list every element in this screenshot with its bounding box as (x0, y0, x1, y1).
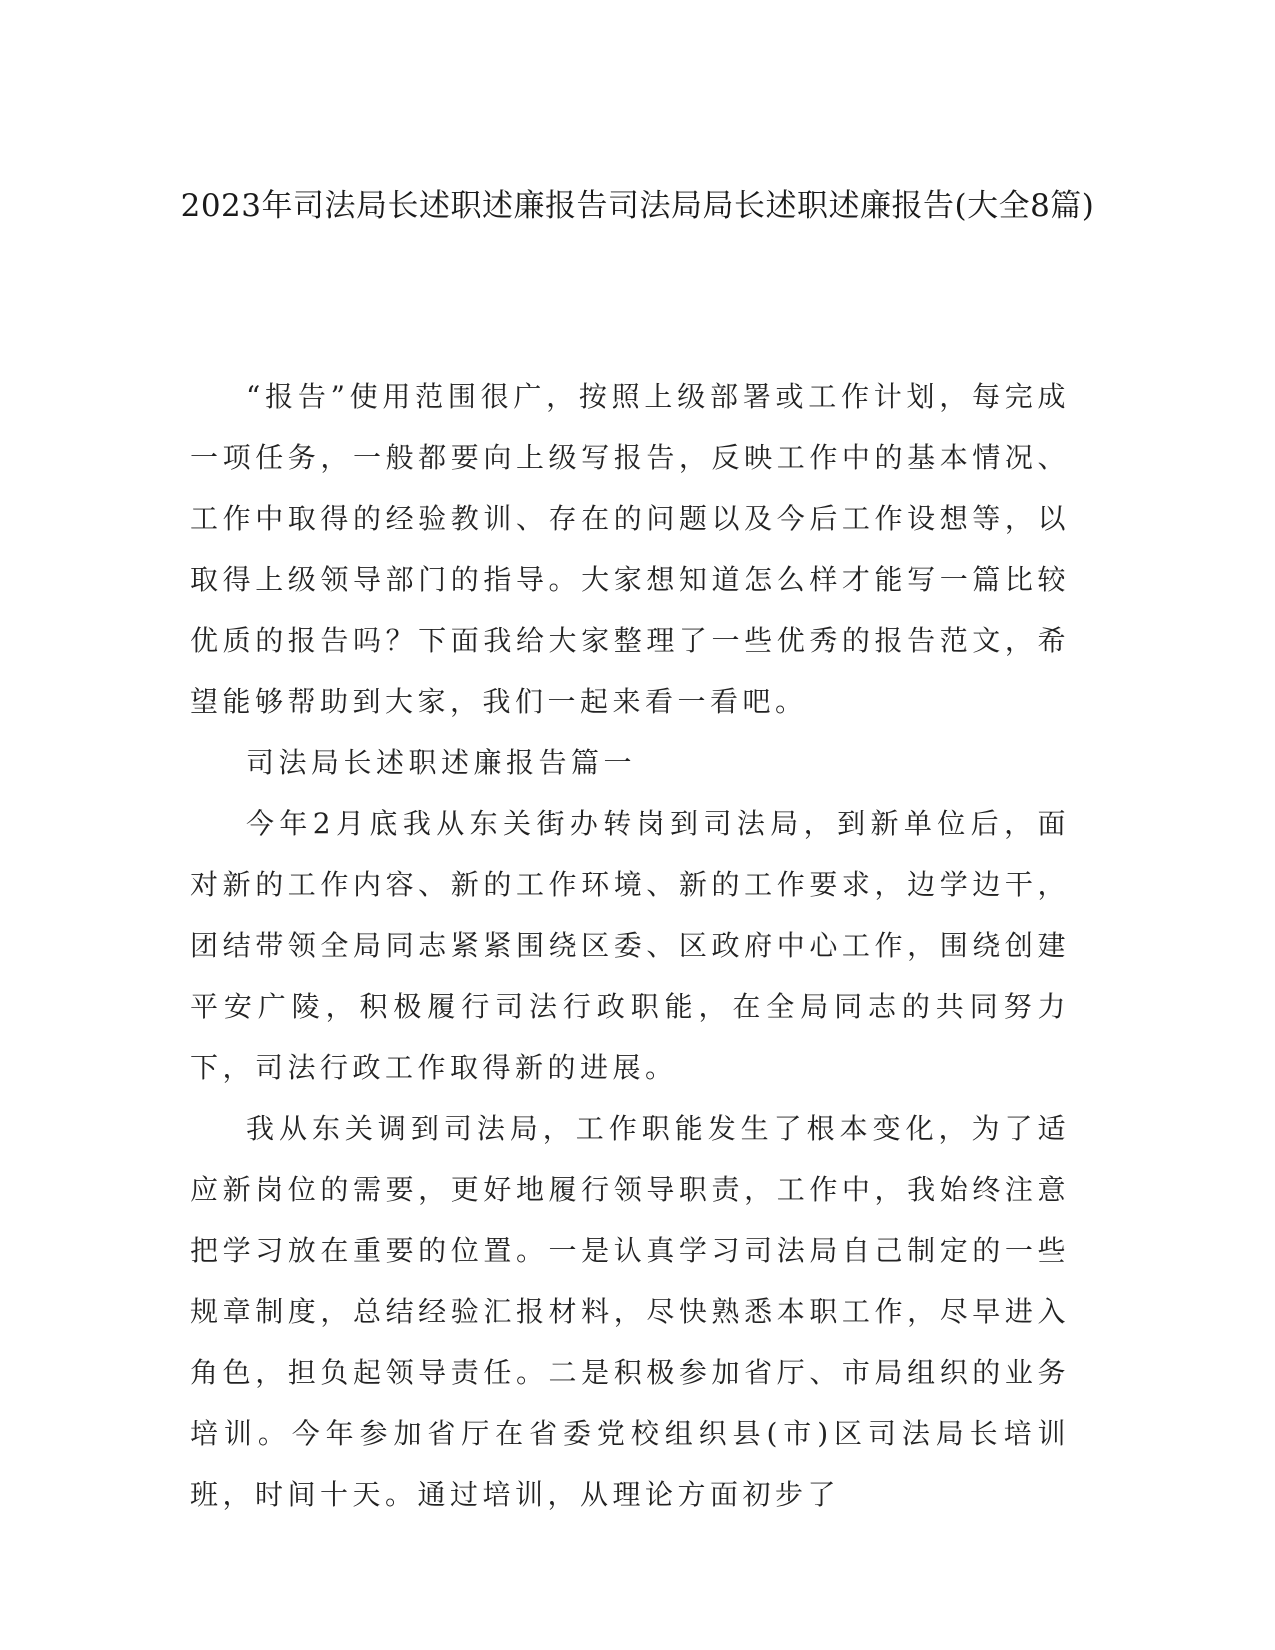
section-heading: 司法局长述职述廉报告篇一 (246, 746, 637, 779)
document-title: 2023年司法局长述职述廉报告司法局局长述职述廉报告(大全8篇) (180, 188, 1095, 224)
document-body (190, 366, 1070, 1525)
body-paragraph: 今年2月底我从东关街办转岗到司法局，到新单位后，面对新的工作内容、新的工作环境、新的工作要求，边学边干，团结带领全局同志紧紧围绕区委、区政府中心工作，围绕创建平安广陵，积极履行司法行政职能，在全局同志的共同努力下，司法行政工作取得新的进展。 (190, 807, 1070, 1084)
intro-paragraph: “报告”使用范围很广，按照上级部署或工作计划，每完成一项任务，一般都要向上级写报告，反映工作中的基本情况、工作中取得的经验教训、存在的问题以及今后工作设想等，以取得上级领导部门的指导。大家想知道怎么样才能写一篇比较优质的报告吗？下面我给大家整理了一些优秀的报告范文，希望能够帮助到大家，我们一起来看一看吧。 (190, 380, 1070, 718)
body-paragraph: 我从东关调到司法局，工作职能发生了根本变化，为了适应新岗位的需要，更好地履行领导职责，工作中，我始终注意把学习放在重要的位置。一是认真学习司法局自己制定的一些规章制度，总结经验汇报材料，尽快熟悉本职工作，尽早进入角色，担负起领导责任。二是积极参加省厅、市局组织的业务培训。今年参加省厅在省委党校组织县(市)区司法局长培训班，时间十天。通过培训，从理论方面初步了 (190, 1112, 1070, 1511)
